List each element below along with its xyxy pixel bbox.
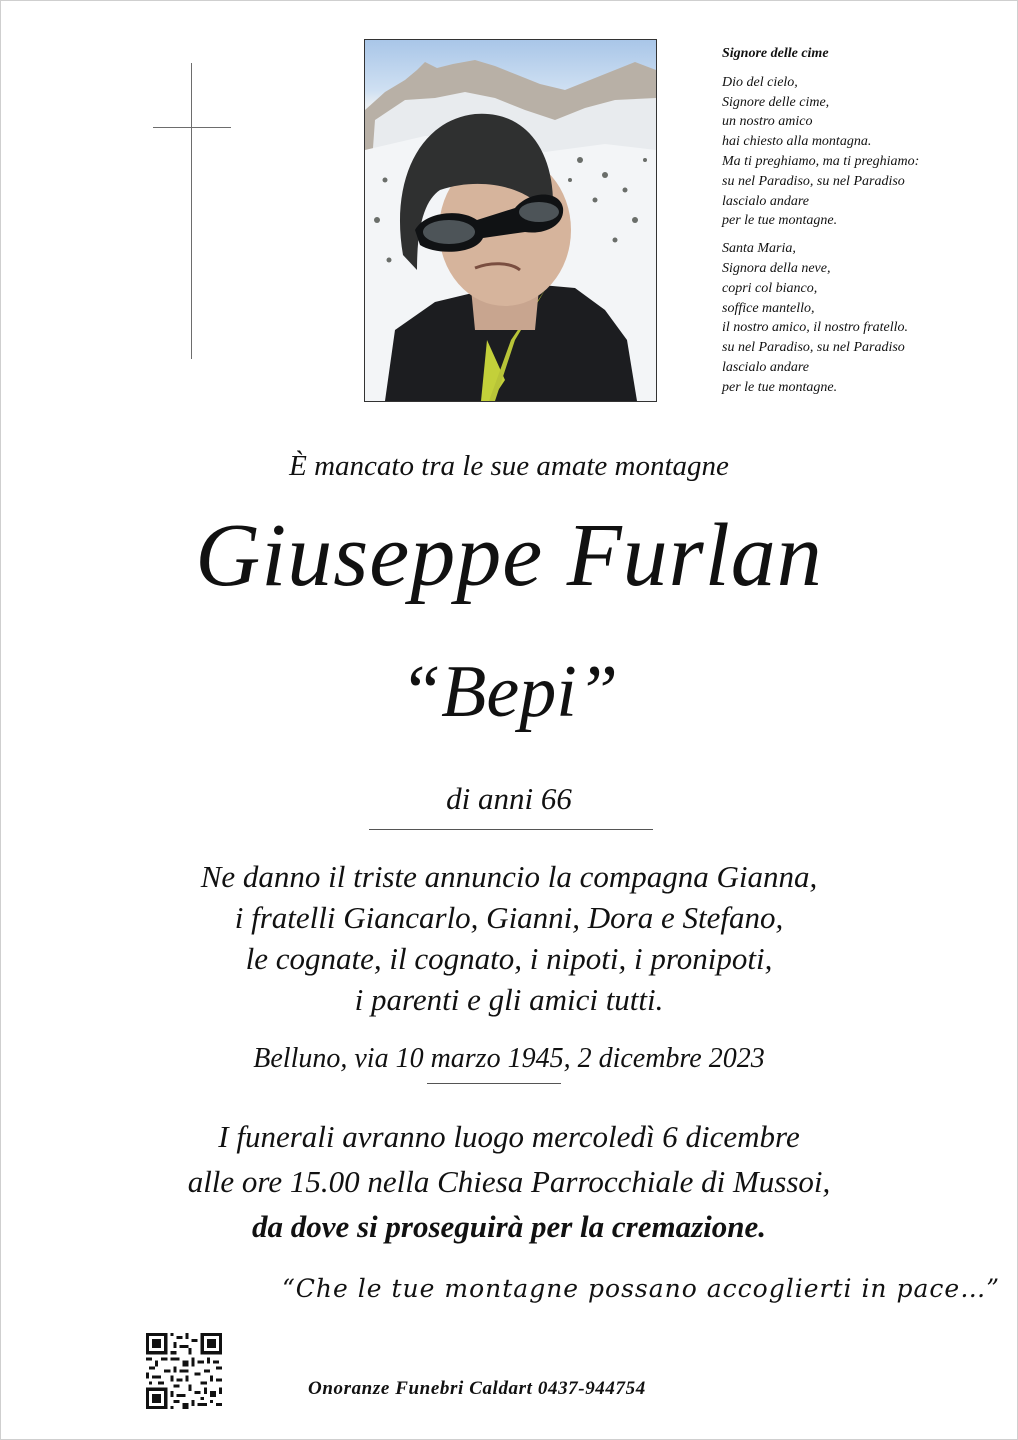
poem-line: soffice mantello,	[722, 300, 815, 316]
cross-icon-vertical	[191, 63, 192, 359]
poem-line: Ma ti preghiamo, ma ti preghiamo:	[722, 153, 920, 169]
qr-code-icon[interactable]	[146, 1333, 222, 1409]
poem-line: su nel Paradiso, su nel Paradiso	[722, 173, 905, 189]
poem-line: lascialo andare	[722, 359, 809, 375]
poem-line: Signore delle cime,	[722, 94, 830, 110]
funeral-line: alle ore 15.00 nella Chiesa Parrocchiale di Mussoi,	[187, 1164, 831, 1199]
portrait-photo	[364, 39, 657, 402]
poem-line: lascialo andare	[722, 193, 809, 209]
poem-line: su nel Paradiso, su nel Paradiso	[722, 340, 905, 356]
divider	[369, 829, 653, 830]
poem-line: hai chiesto alla montagna.	[722, 134, 872, 150]
funeral-info	[0, 1114, 1018, 1249]
poem-line: per le tue montagne.	[722, 213, 838, 229]
closing-quote: “Che le tue montagne possano accoglierti in pace…”	[282, 1274, 1000, 1303]
poem-line: Dio del cielo,	[722, 74, 798, 90]
deceased-name: Giuseppe Furlan	[195, 506, 823, 605]
poem-stanza-2	[722, 239, 1002, 397]
cross-icon-horizontal	[153, 127, 231, 128]
deceased-nickname: “Bepi”	[400, 651, 618, 733]
poem-line: copri col bianco,	[722, 280, 818, 296]
announcement-line: i fratelli Giancarlo, Gianni, Dora e Stefano,	[234, 900, 784, 935]
funeral-line: I funerali avranno luogo mercoledì 6 dicembre	[218, 1119, 800, 1154]
announcement-line: i parenti e gli amici tutti.	[354, 982, 664, 1017]
poem	[722, 44, 1002, 406]
announcement-line: le cognate, il cognato, i nipoti, i pronipoti,	[245, 941, 773, 976]
life-dates: Belluno, via 10 marzo 1945, 2 dicembre 2023	[253, 1043, 765, 1074]
poem-line: il nostro amico, il nostro fratello.	[722, 320, 909, 336]
poem-line: un nostro amico	[722, 114, 813, 130]
divider	[427, 1083, 561, 1084]
poem-title: Signore delle cime	[722, 46, 829, 61]
poem-line: Signora della neve,	[722, 260, 831, 276]
announcement-line: Ne danno il triste annuncio la compagna Gianna,	[200, 859, 818, 894]
deceased-age: di anni 66	[446, 781, 572, 816]
poem-line: per le tue montagne.	[722, 379, 838, 395]
intro-text: È mancato tra le sue amate montagne	[289, 450, 729, 482]
funeral-home-contact: Onoranze Funebri Caldart 0437-944754	[308, 1378, 646, 1399]
poem-line: Santa Maria,	[722, 241, 796, 257]
poem-stanza-1	[722, 73, 1002, 231]
announcement	[0, 856, 1018, 1020]
funeral-line-bold: da dove si proseguirà per la cremazione.	[251, 1209, 767, 1244]
